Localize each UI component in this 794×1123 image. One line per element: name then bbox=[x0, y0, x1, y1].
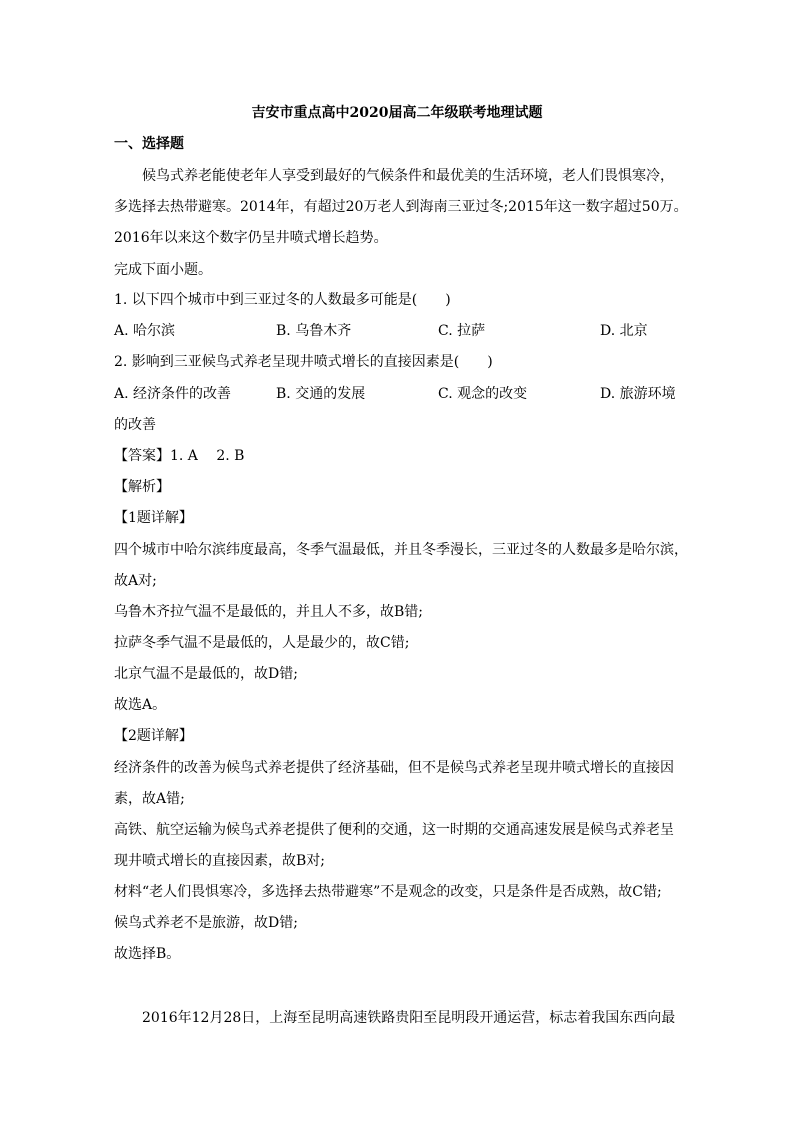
explanation-line: 乌鲁木齐拉气温不是最低的，并且人不多，故B错; bbox=[114, 604, 424, 620]
q2-detail-heading: 【2题详解】 bbox=[114, 728, 193, 744]
question-stem: 1. 以下四个城市中到三亚过冬的人数最多可能是( ) bbox=[114, 292, 451, 308]
q1-detail-heading: 【1题详解】 bbox=[114, 510, 193, 526]
option-b: B. 交通的发展 bbox=[276, 386, 366, 402]
explanation-line: 故选A。 bbox=[114, 697, 167, 713]
explanation-line: 故A对; bbox=[114, 573, 157, 589]
option-c: C. 拉萨 bbox=[438, 323, 486, 339]
question-stem: 2. 影响到三亚候鸟式养老呈现井喷式增长的直接因素是( ) bbox=[114, 354, 493, 370]
passage-line: 候鸟式养老能使老年人享受到最好的气候条件和最优美的生活环境，老人们畏惧寒冷， bbox=[142, 168, 674, 184]
answer-line: 【答案】1. A 2. B bbox=[114, 448, 245, 464]
option-b: B. 乌鲁木齐 bbox=[276, 323, 352, 339]
explanation-line: 故选择B。 bbox=[114, 946, 181, 962]
analysis-heading: 【解析】 bbox=[114, 479, 170, 495]
option-a: A. 经济条件的改善 bbox=[114, 386, 232, 402]
passage-line: 2016年以来这个数字仍呈井喷式增长趋势。 bbox=[114, 230, 388, 246]
explanation-line: 候鸟式养老不是旅游，故D错; bbox=[114, 915, 298, 931]
section-heading: 一、选择题 bbox=[114, 136, 184, 152]
explanation-line: 经济条件的改善为候鸟式养老提供了经济基础，但不是候鸟式养老呈现井喷式增长的直接因 bbox=[114, 760, 674, 776]
explanation-line: 材料“老人们畏惧寒冷，多选择去热带避寒”不是观念的改变，只是条件是否成熟，故C错; bbox=[114, 884, 662, 900]
explanation-line: 现井喷式增长的直接因素，故B对; bbox=[114, 853, 326, 869]
option-wrap: 的改善 bbox=[114, 417, 156, 433]
document-title: 吉安市重点高中2020届高二年级联考地理试题 bbox=[251, 105, 543, 121]
option-c: C. 观念的改变 bbox=[438, 386, 528, 402]
explanation-line: 北京气温不是最低的，故D错; bbox=[114, 666, 298, 682]
option-d: D. 旅游环境 bbox=[600, 386, 676, 402]
explanation-line: 高铁、航空运输为候鸟式养老提供了便利的交通，这一时期的交通高速发展是候鸟式养老呈 bbox=[114, 822, 674, 838]
passage-line: 多选择去热带避寒。2014年，有超过20万老人到海南三亚过冬;2015年这一数字超过50万。 bbox=[114, 199, 688, 215]
option-d: D. 北京 bbox=[600, 323, 648, 339]
explanation-line: 素，故A错; bbox=[114, 791, 185, 807]
explanation-line: 拉萨冬季气温不是最低的，人是最少的，故C错; bbox=[114, 635, 410, 651]
explanation-line: 四个城市中哈尔滨纬度最高，冬季气温最低，并且冬季漫长，三亚过冬的人数最多是哈尔滨， bbox=[114, 542, 688, 558]
passage-line: 2016年12月28日，上海至昆明高速铁路贵阳至昆明段开通运营，标志着我国东西向最 bbox=[142, 1010, 676, 1026]
instruction: 完成下面小题。 bbox=[114, 262, 212, 278]
option-a: A. 哈尔滨 bbox=[114, 323, 176, 339]
